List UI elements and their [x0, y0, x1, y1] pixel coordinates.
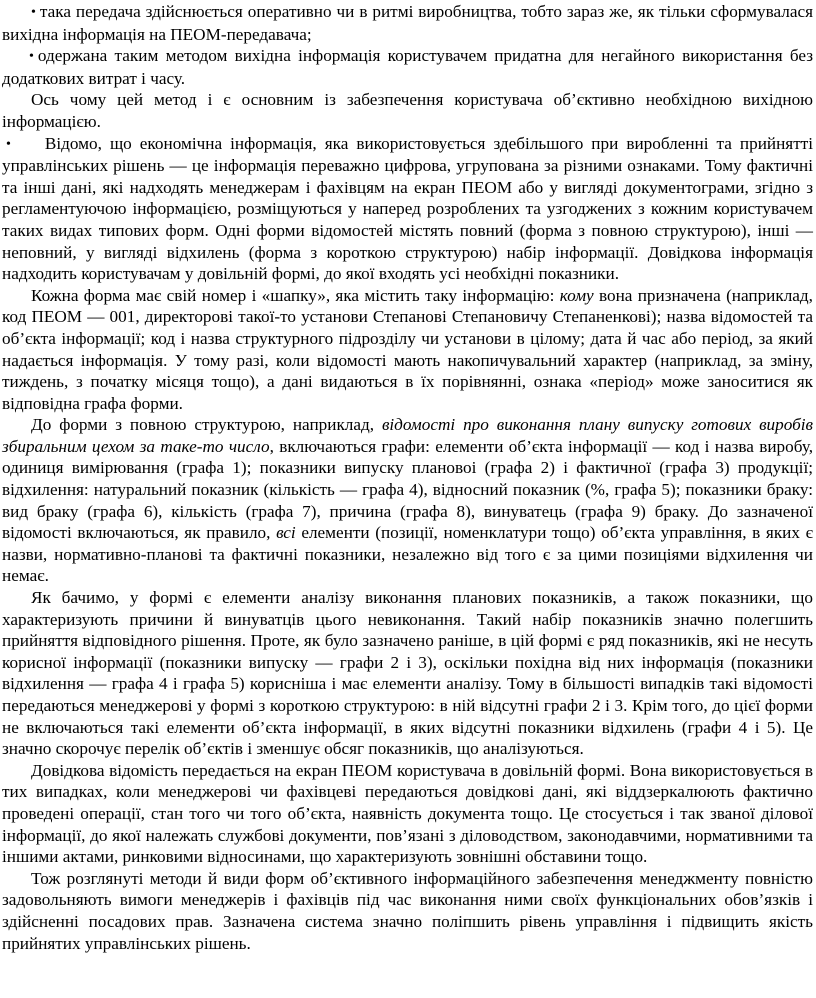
paragraph-2-part-b: вона призначена (наприклад, код ПЕОМ — 001, директорові такої-то установи Степанові Степановичу Степаненкові); назва відомостей та об’єкта інформації; код і назва структурного підрозділу чи установи в цілому; дата й час або період, за який надається інформація. У тому разі, коли відомості мають накопичувальний характер (наприклад, за зміну, тиждень, з початку місяця тощо), а дані видаються в їх порівнянні, ознака «період» може заноситися як відповідна графа форми.	[2, 285, 813, 413]
bullet-item-1	[2, 1, 813, 45]
paragraph-3-emphasis-2: всі	[276, 523, 296, 543]
paragraph-5: Довідкова відомість передається на екран ПЕОМ користувача в довільній формі. Вона використовується в тих випадках, коли менеджерові чи фахівцеві передаються довідкові дані, які віддзеркалюють фактично проведені операції, стан того чи того об’єкта, наявність документа тощо. Це стосується і так званої ділової інформації, до якої належать службові документи, пов’язані з діловодством, законодавчими, нормативними та іншими актами, ринковими відносинами, що характеризують зовнішні обставини тощо.	[2, 760, 813, 867]
paragraph-3-part-c: елементи (позиції, номенклатури тощо) об’єкта управління, в яких є назви, нормативно-планові та фактичні показники, незалежно від того є за цими позиціями відхилення чи немає.	[2, 523, 814, 586]
paragraph-2-emphasis: кому	[559, 285, 594, 305]
paragraph-3-part-a: До форми з повною структурою, наприклад,	[31, 415, 382, 435]
bullet-item-2-text: одержана таким методом вихідна інформація користувачем придатна для негайного використання без додаткових витрат і часу.	[2, 46, 813, 88]
bullet-icon: •	[29, 49, 34, 65]
paragraph-2-part-a: Кожна форма має свій номер і «шапку», яка містить таку інформацію:	[31, 285, 560, 305]
paragraph-3-emphasis: відомості про виконання плану випуску готових виробів збиральним цехом за таке-то число	[2, 415, 813, 456]
paragraph-4: Як бачимо, у формі є елементи аналізу виконання планових показників, а також показники, що характеризують причини й винуватців цього невиконання. Такий набір показників значно полегшить прийняття відповідного рішення. Проте, як було зазначено раніше, в цій формі є ряд показників, які не несуть корисної інформації (показники випуску — графи 2 і 3), оскільки похідна від них інформація (показники відхилення — графа 4 і графа 5) корисніша і має елементи аналізу. Тому в більшості випадків такі відомості передаються менеджерові у формі з короткою структурою: в ній відсутні графи 2 і 3. Крім того, до цієї форми не включаються такі елементи об’єкта інформації, в яких відсутні показники відхилень (графи 4 і 5). Це значно скорочує перелік об’єктів і зменшує обсяг показників, що аналізуються.	[2, 588, 813, 759]
paragraph-1: Ось чому цей метод і є основним із забезпечення користувача об’єктивно необхідною вихідною інформацією.	[2, 90, 813, 131]
bullet-icon: •	[6, 136, 11, 152]
paragraph-6: Тож розглянуті методи й види форм об’єктивного інформаційного забезпечення менеджменту повністю задовольняють вимоги менеджерів і фахівців під час виконання ними своїх функціональних обов’язків і здійсненні посадових прав. Зазначена система значно поліпшить рівень управління і підвищить якість прийнятих управлінських рішень.	[2, 868, 813, 953]
paragraph-2	[2, 285, 813, 415]
bullet-item-3-text: Відомо, що економічна інформація, яка використовується здебільшого при виробленні та прийнятті управлінських рішень — це інформація переважно цифрова, угрупована за різними ознаками. Тому фактичні та інші дані, які надходять менеджерам і фахівцям на екран ПЕОМ або у вигляді документограми, згідно з регламентуючою інформацією, розміщуються у наперед розроблених та узгоджених з кожним користувачем таких видах типових форм. Одні форми відомостей містять повний (форма з повною структурою), інші — неповний, у вигляді відхилень (форма з короткою структурою) набір інформації. Довідкова інформація надходить користувачам у довільній формі, до якої входять усі необхідні показники.	[2, 133, 813, 284]
bullet-item-3	[2, 133, 813, 285]
paragraph-3-part-b: , включаються графи: елементи об’єкта інформації — код і назва виробу, одиниця вимірювання (графа 1); показники випуску плановоі (графа 2) і фактичної (графа 3) продукції; відхилення: натуральний показник (кількість — графа 4), відносний показник (%, графа 5); показники браку: вид браку (графа 6), кількість (графа 7), причина (графа 8), винуватець (графа 9) браку. До зазначеної відомості включаються, як правило,	[2, 436, 813, 543]
paragraph-3	[2, 414, 813, 587]
bullet-item-2	[2, 45, 813, 89]
bullet-icon: •	[31, 5, 36, 20]
bullet-item-1-text: така передача здійснюється оперативно чи в ритмі виробництва, тобто зараз же, як тільки сформувалася вихідна інформація на ПЕОМ-передавача;	[2, 2, 813, 44]
